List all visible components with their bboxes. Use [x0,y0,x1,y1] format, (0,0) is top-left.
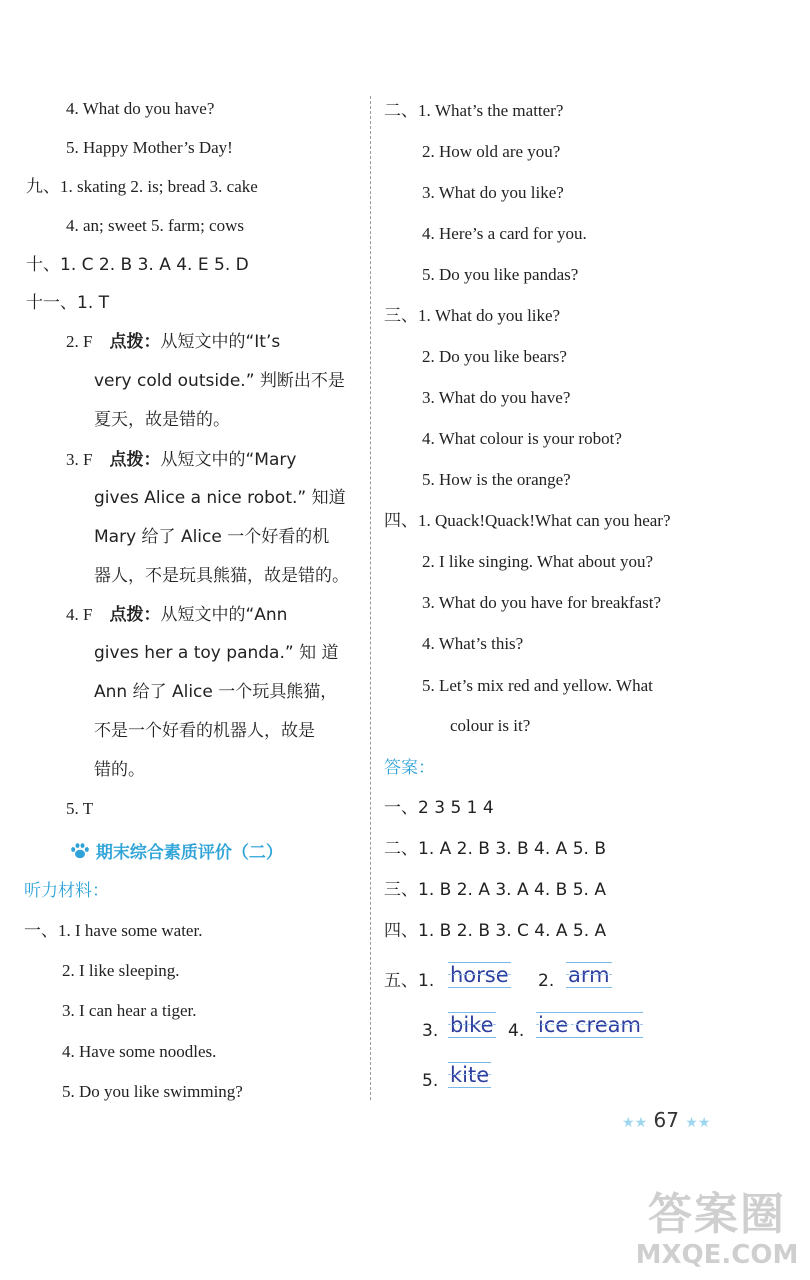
listening-line: 5. How is the orange? [422,470,571,489]
listening-line: 4. Here’s a card for you. [422,224,587,243]
answer-line: 5. Happy Mother’s Day! [66,138,233,157]
handwriting-answer: kite [450,1063,490,1087]
listening-line: 3. I can hear a tiger. [62,1001,197,1020]
explanation-line [66,449,296,471]
listening-line: 5. Do you like swimming? [62,1082,243,1101]
listening-line: 二、1. What’s the matter? [384,101,564,120]
answer-line: 四、1. B 2. B 3. C 4. A 5. A [384,921,607,941]
listening-line: 3. What do you have for breakfast? [422,593,662,612]
answer-label: 答案： [384,758,435,778]
explanation-text: 从短文中的“It’s [160,332,281,352]
listening-line: 2. How old are you? [422,142,561,161]
answer-number: 5. [422,1071,439,1091]
answer-line: 4. an; sweet 5. farm; cows [66,216,244,235]
answer-line: 5. T [66,799,94,818]
tip-label: 点拨： [109,332,161,352]
handwriting-answer: ice cream [538,1013,641,1037]
explanation-line: 错的。 [94,760,145,780]
answer-number: 4. F [66,605,93,624]
listening-line: 4. What colour is your robot? [422,429,622,448]
section-heading [70,838,283,863]
answer-number: 2. F [66,332,93,351]
listening-line: 3. What do you have? [422,388,571,407]
explanation-text: 从短文中的“Ann [160,605,288,625]
explanation-line: gives her a toy panda.” 知 道 [94,643,339,663]
paw-icon [70,843,96,863]
listening-line: 一、1. I have some water. [24,921,203,940]
page-number-text: 67 [653,1108,679,1132]
answer-line: 三、1. B 2. A 3. A 4. B 5. A [384,880,606,900]
explanation-line: Mary 给了 Alice 一个好看的机 [94,527,330,547]
listening-line: 3. What do you like? [422,183,564,202]
answer-number: 3. F [66,450,93,469]
column-divider [370,96,371,1100]
explanation-line [66,331,280,353]
answer-line: 十、1. C 2. B 3. A 4. E 5. D [26,255,249,275]
explanation-line: gives Alice a nice robot.” 知道 [94,488,346,508]
star-icon: ★ [697,1115,711,1131]
star-icon: ★ [685,1115,698,1131]
listening-line: 5. Do you like pandas? [422,265,579,284]
listening-line: 2. I like sleeping. [62,961,180,980]
answer-text: 1. skating 2. is; bread 3. cake [60,177,258,196]
star-icon: ★ [622,1115,635,1131]
answer-line: 二、1. A 2. B 3. B 4. A 5. B [384,839,606,859]
listening-line: 四、1. Quack!Quack!What can you hear? [384,511,671,530]
answer-line [26,176,258,198]
handwriting-answer: arm [568,963,610,987]
listening-line: 2. I like singing. What about you? [422,552,654,571]
page-number [622,1108,710,1132]
watermark-top: 答案圈 [648,1189,786,1240]
listening-line: 4. Have some noodles. [62,1042,217,1061]
listening-line: 5. Let’s mix red and yellow. What [422,676,653,695]
watermark-bottom: MXQE.COM [635,1240,799,1270]
answer-line: 4. What do you have? [66,99,215,118]
answer-line: 五、1. [384,971,435,991]
star-icon: ★ [634,1115,648,1131]
section-marker: 九、 [26,177,60,197]
answer-line: 十一、1. T [26,293,110,313]
listening-line: 2. Do you like bears? [422,347,567,366]
explanation-line: 器人，不是玩具熊猫，故是错的。 [94,566,349,586]
explanation-line: 不是一个好看的机器人，故是 [94,721,315,741]
listening-line: 4. What’s this? [422,634,524,653]
listening-label: 听力材料： [24,881,109,901]
section-title: 期末综合素质评价（二） [95,843,283,863]
answer-line: 一、2 3 5 1 4 [384,798,494,818]
listening-line: colour is it? [450,716,531,735]
explanation-line: 夏天，故是错的。 [94,410,230,430]
tip-label: 点拨： [109,450,161,470]
explanation-text: 从短文中的“Mary [160,450,297,470]
explanation-line: very cold outside.” 判断出不是 [94,371,345,391]
tip-label: 点拨： [109,605,161,625]
explanation-line [66,604,287,626]
answer-number: 2. [538,971,555,991]
answer-number: 4. [508,1021,525,1041]
watermark-logo [632,1190,802,1276]
handwriting-answer: bike [450,1013,494,1037]
answer-number: 3. [422,1021,439,1041]
explanation-line: Ann 给了 Alice 一个玩具熊猫， [94,682,338,702]
listening-line: 三、1. What do you like? [384,306,561,325]
handwriting-answer: horse [450,963,509,987]
